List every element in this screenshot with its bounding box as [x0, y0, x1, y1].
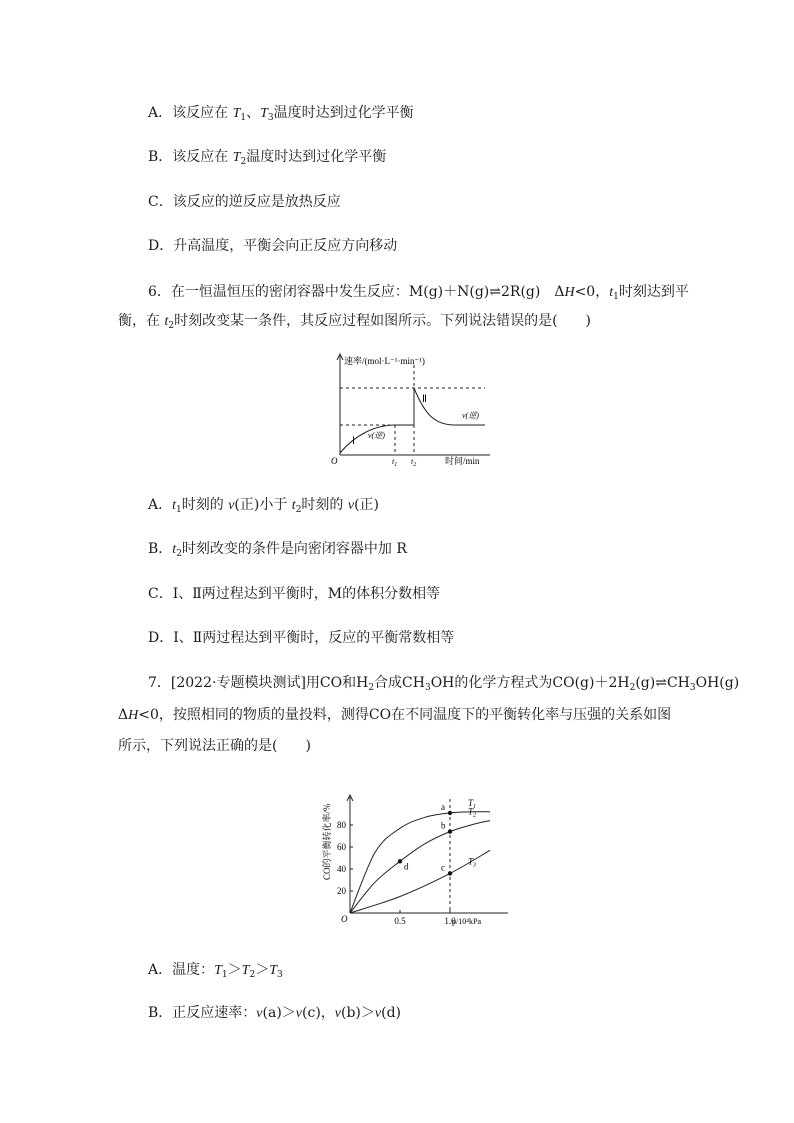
q7-y-tick-label: 40 — [337, 864, 346, 874]
q6-option-c: C．Ⅰ、Ⅱ两过程达到平衡时，M的体积分数相等 — [148, 586, 441, 602]
q7-stem-line1: 7．[2022·专题模块测试]用CO和$H_2$合成$CH_3OH$的化学方程式为$CO(g)+2H_2(g)\rightleftharpoons CH_3OH(g)$ — [148, 675, 740, 693]
q7-point-label-a: a — [441, 801, 445, 812]
q7-ylabel: CO的平衡转化率/% — [322, 803, 332, 880]
q6-xlabel: 时间/min — [445, 456, 480, 466]
q7-conversion-pressure-chart — [320, 785, 520, 930]
q7-stem-line3: 所示，下列说法正确的是( ) — [118, 738, 311, 754]
q6-origin: O — [331, 456, 338, 466]
q5-option-d: D．升高温度，平衡会向正反应方向移动 — [148, 238, 398, 254]
q6-ylabel: 速率/(mol·L⁻¹·min⁻¹) — [344, 356, 425, 366]
q5-option-b: B．该反应在 $T_2$温度时达到过化学平衡 — [148, 149, 387, 167]
q6-region-2: Ⅱ — [422, 394, 427, 405]
q7-y-tick-label: 80 — [337, 820, 346, 830]
q6-rate-time-figure — [330, 350, 530, 470]
q7-y-tick-label: 20 — [337, 886, 346, 896]
q6-curve1-label: v(逆) — [368, 431, 385, 440]
q7-origin: O — [341, 914, 348, 924]
q7-point-c — [448, 871, 452, 875]
q7-option-b: B．正反应速率：v(a)＞v(c)，v(b)＞v(d) — [148, 1005, 401, 1021]
q7-series-T2 — [350, 821, 490, 913]
q6-region-1: Ⅰ — [352, 436, 355, 447]
q6-t1-label: $t_1$ — [392, 457, 398, 468]
q7-point-b — [448, 829, 452, 833]
q6-option-d: D．Ⅰ、Ⅱ两过程达到平衡时，反应的平衡常数相等 — [148, 630, 455, 646]
q5-option-c: C．该反应的逆反应是放热反应 — [148, 194, 341, 210]
q7-stem-line2: ΔH<0，按照相同的物质的量投料，测得CO在不同温度下的平衡转化率与压强的关系如图 — [118, 707, 672, 723]
q5-option-a: A．该反应在 $T_1$、$T_3$温度时达到过化学平衡 — [148, 105, 414, 123]
q6-stem-line2: 衡，在 $t_2$时刻改变某一条件，其反应过程如图所示。下列说法错误的是( ) — [118, 313, 592, 331]
q6-stem-line1: 6．在一恒温恒压的密闭容器中发生反应：M(g)＋N(g)⇌2R(g) ΔH<0，$t_1$时刻达到平 — [148, 284, 689, 302]
q6-option-b: B．$t_2$时刻改变的条件是向密闭容器中加 R — [148, 541, 407, 559]
q7-series-label-T3: $T_3$ — [468, 856, 477, 869]
q7-point-label-d: d — [404, 861, 409, 872]
q7-series-label-T2: $T_2$ — [468, 806, 477, 819]
q6-t2-label: $t_2$ — [411, 457, 417, 468]
q7-point-d — [398, 859, 402, 863]
q7-series-label-T1: $T_1$ — [468, 797, 477, 810]
q6-curve2-label: v(逆) — [462, 411, 479, 420]
q7-x-tick-label: 0.5 — [394, 916, 406, 926]
q7-xlabel: p/10⁴kPa — [452, 917, 482, 926]
q7-x-tick-label: 1.0 — [444, 916, 456, 926]
q7-option-a: A．温度：$T_1>T_2>T_3$ — [148, 962, 283, 980]
q7-point-a — [448, 811, 452, 815]
q7-point-label-c: c — [441, 862, 445, 873]
q7-y-tick-label: 60 — [337, 842, 346, 852]
q7-point-label-b: b — [441, 820, 446, 831]
q6-option-a: A．$t_1$时刻的 v(正)小于 $t_2$时刻的 v(正) — [148, 497, 380, 515]
